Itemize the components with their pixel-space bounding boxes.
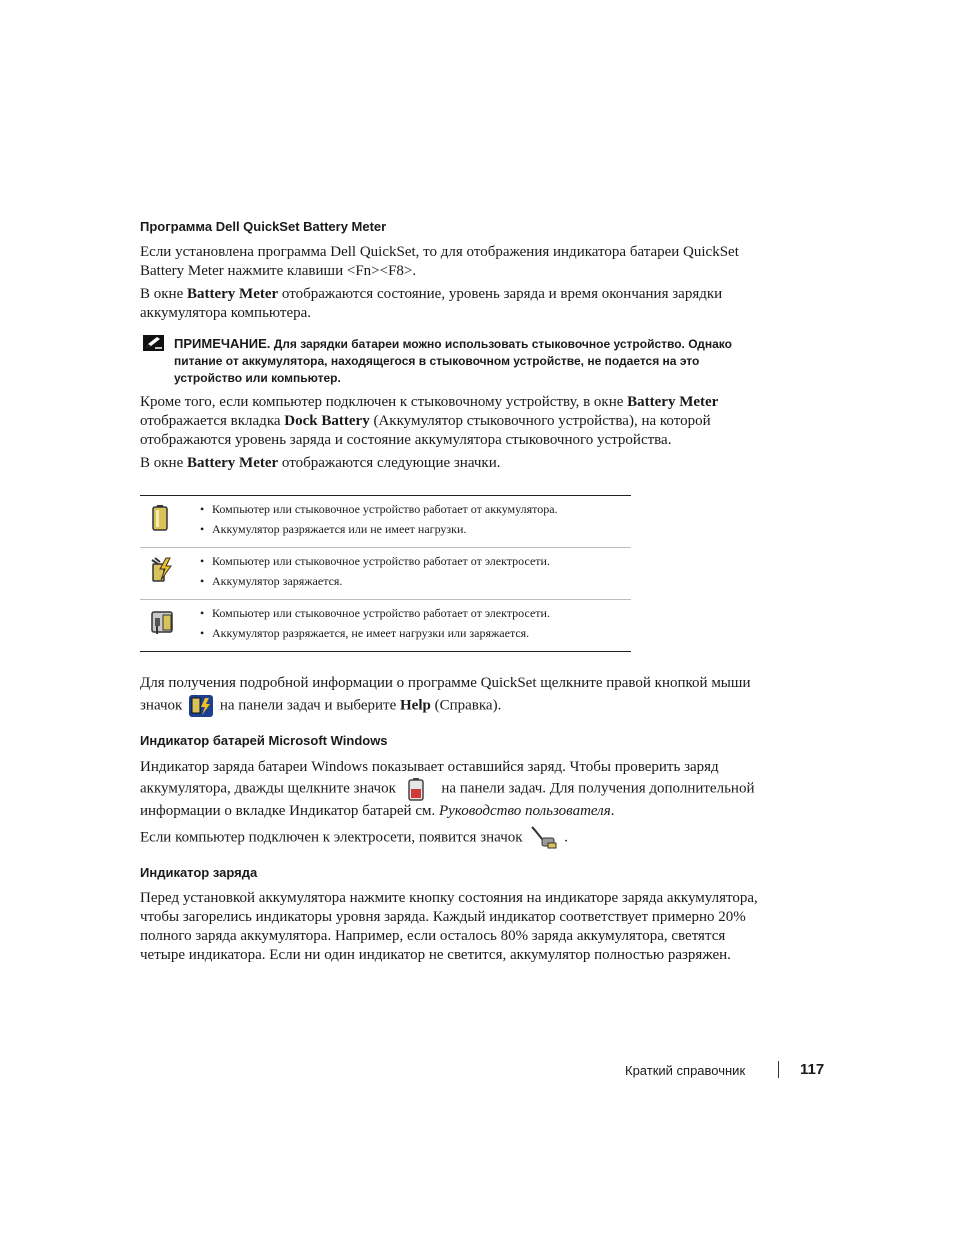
- page-content: [140, 219, 760, 969]
- list-item: • Аккумулятор разряжается или не имеет нагрузки.: [198, 519, 631, 539]
- list-item: • Аккумулятор заряжается.: [198, 571, 631, 591]
- paragraph-icons-intro: В окне Battery Meter отображаются следующие значки.: [140, 455, 501, 471]
- page-number: 117: [800, 1061, 825, 1078]
- note-block: [140, 335, 760, 387]
- heading-quickset-battery-meter: Программа Dell QuickSet Battery Meter: [140, 219, 387, 234]
- footer-divider: [778, 1061, 779, 1078]
- battery-icons-table: [140, 495, 631, 652]
- paragraph-battery-meter-window: В окне Battery Meter отображаются состояние, уровень заряда и время окончания зарядки аккумулятора компьютера.: [140, 286, 723, 321]
- paragraph-quickset-intro: Если установлена программа Dell QuickSet, то для отображения индикатора батареи QuickSet Battery Meter нажмите клавиши <Fn><F8>.: [140, 244, 739, 279]
- note-label: ПРИМЕЧАНИЕ.: [174, 336, 271, 351]
- paragraph-charge-gauge: Перед установкой аккумулятора нажмите кнопку состояния на индикаторе заряда аккумулятора, чтобы загорелись индикаторы уровня заряда. Каждый индикатор соответствует примерно 20% полного заряда аккумулятора. Например, если осталось 80% заряда аккумулятора, светятся четыре индикатора. Если ни один индикатор не светится, аккумулятор полностью разряжен.: [140, 890, 758, 963]
- note-text: Для зарядки батареи можно использовать стыковочное устройство. Однако питание от аккумулятора, находящегося в стыковочном устройстве, не подается на это устройство или компьютер.: [174, 337, 732, 385]
- ac-charging-icon: [150, 556, 176, 584]
- paragraph-ac-icon: Если компьютер подключен к электросети, появится значок .: [140, 825, 760, 851]
- paragraph-dock-battery: Кроме того, если компьютер подключен к стыковочному устройству, в окне Battery Meter отображается вкладка Dock Battery (Аккумулятор стыковочного устройства), на которой отображаются уровень заряда и состояние аккумулятора стыковочного устройства.: [140, 394, 719, 448]
- list-item: • Компьютер или стыковочное устройство работает от электросети.: [198, 603, 631, 623]
- list-item: • Компьютер или стыковочное устройство работает от электросети.: [198, 551, 631, 571]
- table-row: [140, 548, 631, 600]
- ac-plug-icon: [530, 825, 560, 851]
- footer-section-title: Краткий справочник: [625, 1063, 746, 1078]
- list-item: • Компьютер или стыковочное устройство работает от аккумулятора.: [198, 499, 631, 519]
- paragraph-quickset-help: Для получения подробной информации о программе QuickSet щелкните правой кнопкой мыши значок на панели задач и выберите Help (Справка).: [140, 674, 760, 719]
- table-row: [140, 600, 631, 652]
- table-row: [140, 496, 631, 548]
- note-pencil-icon: [143, 335, 164, 351]
- list-item: • Аккумулятор разряжается, не имеет нагрузки или заряжается.: [198, 623, 631, 643]
- windows-battery-icon: [406, 777, 426, 801]
- heading-charge-gauge: Индикатор заряда: [140, 865, 258, 880]
- paragraph-windows-indicator: Индикатор заряда батареи Windows показывает оставшийся заряд. Чтобы проверить заряд аккумулятора, дважды щелкните значок на панели задач. Для получения дополнительной информации о вкладке Индикатор батарей см. Руководство пользователя.: [140, 759, 755, 819]
- quickset-icon: [188, 693, 214, 719]
- heading-windows-battery-indicator: Индикатор батарей Microsoft Windows: [140, 733, 388, 748]
- battery-icon: [150, 504, 170, 532]
- ac-battery-icon: [150, 608, 176, 636]
